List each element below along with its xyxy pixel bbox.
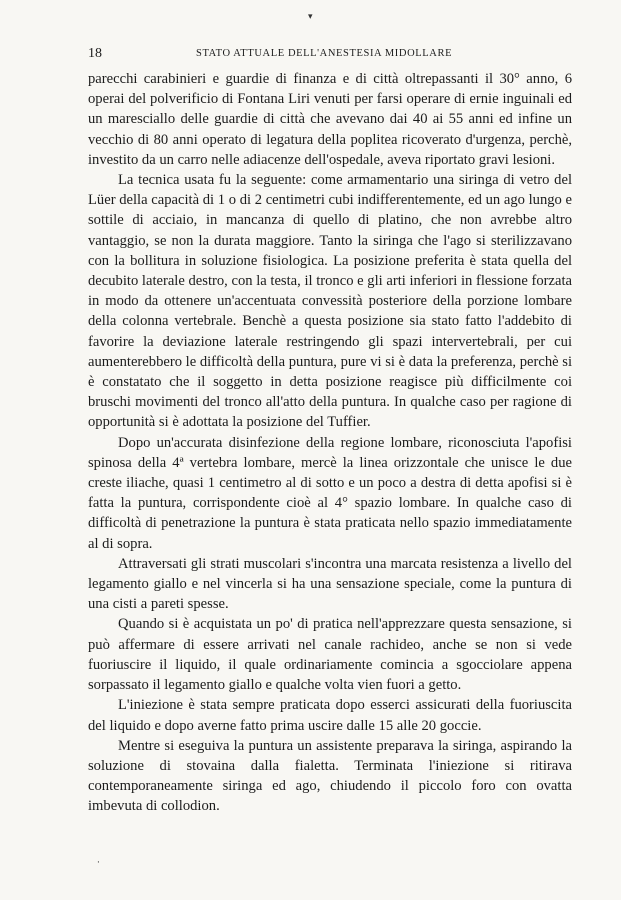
paragraph-5: Quando si è acquistata un po' di pratica nell'apprezzare questa sensazione, si può affermare di essere arrivati nel canale rachideo, anche se non si vede fuoriuscire il liquido, il quale ordinariamente comincia a sgocciolare appena sorpassato il legamento giallo e qualche volta vien fuori a getto. (88, 616, 572, 694)
running-title: STATO ATTUALE DELL'ANESTESIA MIDOLLARE (196, 48, 453, 59)
page-header (88, 46, 582, 64)
paragraph-6: L'iniezione è stata sempre praticata dopo esserci assicurati della fuoriuscita del liquido e dopo averne fatto prima uscire dalle 15 alle 20 goccie. (88, 697, 572, 734)
print-speck: ▾ (308, 12, 313, 22)
body-text (88, 69, 572, 817)
paragraph-3: Dopo un'accurata disinfezione della regione lombare, riconosciuta l'apofisi spinosa della 4ª vertebra lombare, mercè la linea orizzontale che unisce le due creste iliache, quasi 1 centimetro al di sotto e un poco a destra di detta apofisi si è fatta la puntura, corrispondente cioè al 4° spazio lombare. In qualche caso di difficoltà di penetrazione la puntura è stata praticata nello spazio immediatamente al di sopra. (88, 434, 572, 552)
paragraph-4: Attraversati gli strati muscolari s'incontra una marcata resistenza a livello del legamento giallo e nel vincerla si ha una sensazione speciale, come la puntura di una cisti a pareti spesse. (88, 555, 572, 613)
paragraph-7: Mentre si eseguiva la puntura un assistente preparava la siringa, aspirando la soluzione di stovaina dalla fialetta. Terminata l'iniezione si ritirava contemporaneamente siringa ed ago, chiudendo il piccolo foro con ovatta imbevuta di collodion. (88, 737, 572, 815)
paragraph-2: La tecnica usata fu la seguente: come armamentario una siringa di vetro del Lüer della capacità di 1 o di 2 centimetri cubi indifferentemente, ed un ago lungo e sottile di acciaio, in mancanza di quello di platino, che non avrebbe altro vantaggio, se non la durata maggiore. Tanto la siringa che l'ago si sterilizzavano con la bollitura in soluzione fisiologica. La posizione preferita è stata quella del decubito laterale destro, con la testa, il tronco e gli arti inferiori in flessione forzata in modo da ottenere un'accentuata convessità posteriore della porzione lombare della colonna vertebrale. Benchè a questa posizione sia stato fatto l'addebito di favorire la deviazione laterale restringendo gli spazi intervertebrali, per cui aumenterebbero le difficoltà della puntura, pure vi si è data la preferenza, perchè si è constatato che il soggetto in detta posizione reagisce più difficilmente coi bruschi movimenti del tronco all'atto della puntura. In qualche caso per ragione di opportunità si è adottata la posizione del Tuffier. (88, 172, 572, 431)
print-speck: · (97, 858, 100, 868)
paragraph-1: parecchi carabinieri e guardie di finanza e di città oltrepassanti il 30° anno, 6 operai del polverificio di Fontana Liri venuti per farsi operare di ernie inguinali ed un maresciallo delle guardie di città che avevano dai 40 ai 55 anni ed infine un vecchio di 80 anni operato di legatura della poplitea ricoverato d'urgenza, perchè, investito da un carro nelle adiacenze dell'ospedale, aveva riportato gravi lesioni. (88, 71, 572, 168)
page-number: 18 (88, 46, 102, 61)
